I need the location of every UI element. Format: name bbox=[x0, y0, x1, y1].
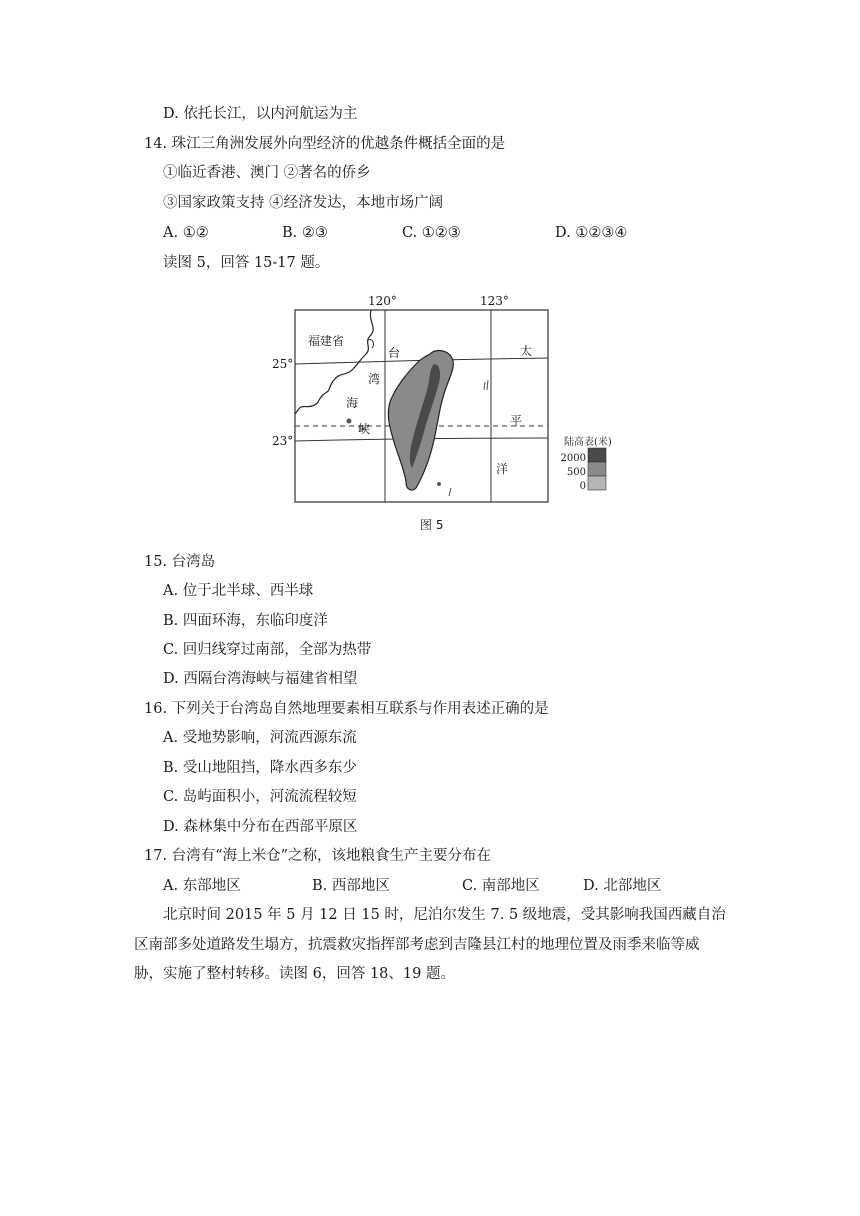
penghu-island bbox=[347, 419, 352, 424]
legend-value-500: 500 bbox=[566, 467, 586, 478]
q14-items-line2: ③国家政策支持 ④经济发达，本地市场广阔 bbox=[163, 195, 444, 211]
label-strait-4: 峡 bbox=[358, 422, 371, 436]
q17-option-c: C. 南部地区 bbox=[462, 878, 540, 894]
q16-option-b: B. 受山地阻挡，降水西多东少 bbox=[163, 760, 357, 776]
q14-option-b: B. ②③ bbox=[282, 225, 328, 241]
label-strait-1: 台 bbox=[388, 346, 401, 360]
lat-label-23: 23° bbox=[272, 434, 294, 448]
lon-label-120: 120° bbox=[368, 294, 397, 308]
q15-stem: 15. 台湾岛 bbox=[144, 554, 216, 570]
q17-stem: 17. 台湾有“海上米仓”之称，该地粮食生产主要分布在 bbox=[144, 848, 491, 864]
lon-label-123: 123° bbox=[480, 294, 509, 308]
legend-swatch-low bbox=[588, 476, 606, 490]
q14-items-line1: ①临近香港、澳门 ②著名的侨乡 bbox=[163, 165, 371, 181]
green-island bbox=[437, 482, 441, 486]
q13-option-d: D. 依托长江，以内河航运为主 bbox=[163, 106, 358, 122]
q16-option-d: D. 森林集中分布在西部平原区 bbox=[163, 819, 358, 835]
q16-option-c: C. 岛屿面积小，河流流程较短 bbox=[163, 789, 357, 805]
legend-value-0: 0 bbox=[579, 481, 586, 492]
q16-stem: 16. 下列关于台湾岛自然地理要素相互联系与作用表述正确的是 bbox=[144, 701, 549, 717]
q15-option-b: B. 四面环海，东临印度洋 bbox=[163, 613, 328, 629]
label-strait-2: 湾 bbox=[368, 372, 381, 386]
q15-option-c: C. 回归线穿过南部，全部为热带 bbox=[163, 642, 372, 658]
figure5-map bbox=[268, 292, 620, 542]
legend-swatch-high bbox=[588, 448, 606, 462]
label-pacific-1: 太 bbox=[520, 344, 533, 358]
legend-title: 陆高表(米) bbox=[564, 437, 612, 448]
q17-option-b: B. 西部地区 bbox=[312, 878, 390, 894]
q17-option-a: A. 东部地区 bbox=[163, 878, 241, 894]
label-pacific-2: 平 bbox=[510, 414, 523, 428]
passage-line-2: 区南部多处道路发生塌方，抗震救灾指挥部考虑到吉隆县江村的地理位置及雨季来临等威 bbox=[134, 937, 700, 953]
legend-swatch-mid bbox=[588, 462, 606, 476]
q15-option-d: D. 西隔台湾海峡与福建省相望 bbox=[163, 671, 358, 687]
legend-value-2000: 2000 bbox=[560, 453, 586, 464]
figure5-caption: 图 5 bbox=[420, 518, 444, 532]
intro-figure5: 读图 5，回答 15-17 题。 bbox=[163, 255, 330, 271]
q14-option-a: A. ①② bbox=[163, 225, 209, 241]
map-graphic bbox=[268, 292, 620, 542]
passage-line-3: 胁，实施了整村转移。读图 6，回答 18、19 题。 bbox=[134, 966, 455, 982]
label-strait-3: 海 bbox=[346, 396, 359, 410]
q16-option-a: A. 受地势影响，河流西源东流 bbox=[163, 730, 357, 746]
label-fujian: 福建省 bbox=[308, 334, 345, 348]
q14-option-c: C. ①②③ bbox=[402, 225, 461, 241]
q17-option-d: D. 北部地区 bbox=[583, 878, 662, 894]
q14-option-d: D. ①②③④ bbox=[555, 225, 628, 241]
q14-stem: 14. 珠江三角洲发展外向型经济的优越条件概括全面的是 bbox=[144, 136, 506, 152]
q15-option-a: A. 位于北半球、西半球 bbox=[163, 583, 314, 599]
passage-line-1: 北京时间 2015 年 5 月 12 日 15 时，尼泊尔发生 7. 5 级地震，受其影响我国西藏自治 bbox=[163, 907, 726, 923]
lat-label-25: 25° bbox=[272, 357, 294, 371]
label-pacific-3: 洋 bbox=[496, 462, 509, 476]
